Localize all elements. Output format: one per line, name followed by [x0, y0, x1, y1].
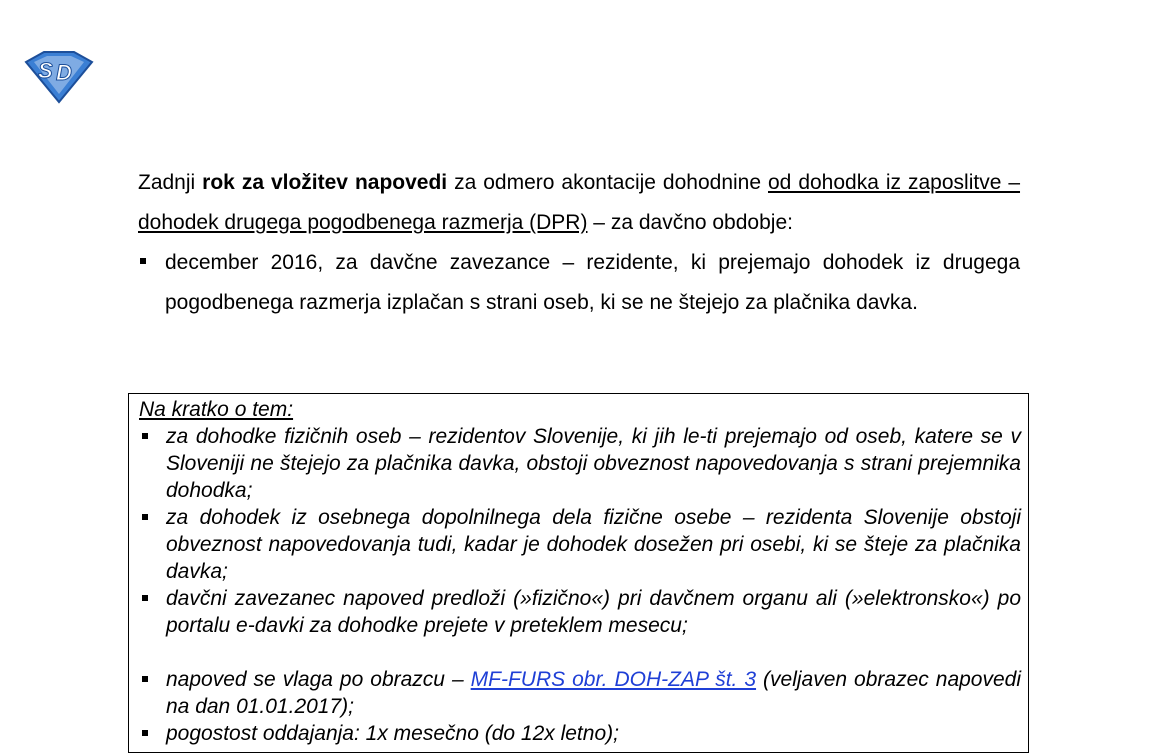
list-item: za dohodek iz osebnega dopolnilnega dela fizične osebe – rezidenta Slovenije obstoji obveznost napovedovanja tudi, kadar je dohodek dosežen pri osebi, ki se šteje za plačnika davka;	[139, 504, 1021, 585]
square-bullet-icon	[142, 433, 148, 439]
deadline-bold: rok za vložitev napovedi	[202, 171, 448, 194]
logo-icon	[22, 48, 96, 104]
box-title: Na kratko o tem:	[139, 398, 294, 421]
intro-section	[138, 163, 1020, 323]
svg-text:D: D	[56, 60, 72, 85]
square-bullet-icon	[140, 258, 146, 264]
svg-text:S: S	[38, 58, 53, 83]
intro-paragraph: Zadnji rok za vložitev napovedi za odmero akontacije dohodnine od dohodka iz zaposlitve – dohodek drugega pogodbenega razmerja (DPR) – za davčno obdobje:	[138, 171, 1021, 234]
income-type-underlined: od dohodka iz zaposlitve – dohodek drugega pogodbenega razmerja (DPR)	[138, 171, 1021, 234]
list-item: za dohodke fizičnih oseb – rezidentov Slovenije, ki jih le-ti prejemajo od oseb, katere se v Sloveniji ne štejejo za plačnika davka, obstoji obveznost napovedovanja s strani prejemnika dohodka;	[139, 423, 1021, 504]
list-item-form: napoved se vlaga po obrazcu – MF-FURS obr. DOH-ZAP št. 3 (veljaven obrazec napovedi na dan 01.01.2017);	[139, 666, 1021, 720]
list-item: davčni zavezanec napoved predloži (»fizično«) pri davčnem organu ali (»elektronsko«) po portalu e-davki za dohodke prejete v preteklem mesecu;	[139, 585, 1021, 639]
square-bullet-icon	[142, 730, 148, 736]
form-link[interactable]: MF-FURS obr. DOH-ZAP št. 3	[470, 668, 757, 691]
intro-bullet: december 2016, za davčne zavezance – rezidente, ki prejemajo dohodek iz drugega pogodbenega razmerja izplačan s strani oseb, ki se ne štejejo za plačnika davka.	[138, 243, 1020, 323]
square-bullet-icon	[142, 595, 148, 601]
square-bullet-icon	[142, 676, 148, 682]
list-item-frequency: pogostost oddajanja: 1x mesečno (do 12x letno);	[139, 720, 1021, 747]
square-bullet-icon	[142, 514, 148, 520]
summary-box	[128, 393, 1029, 753]
